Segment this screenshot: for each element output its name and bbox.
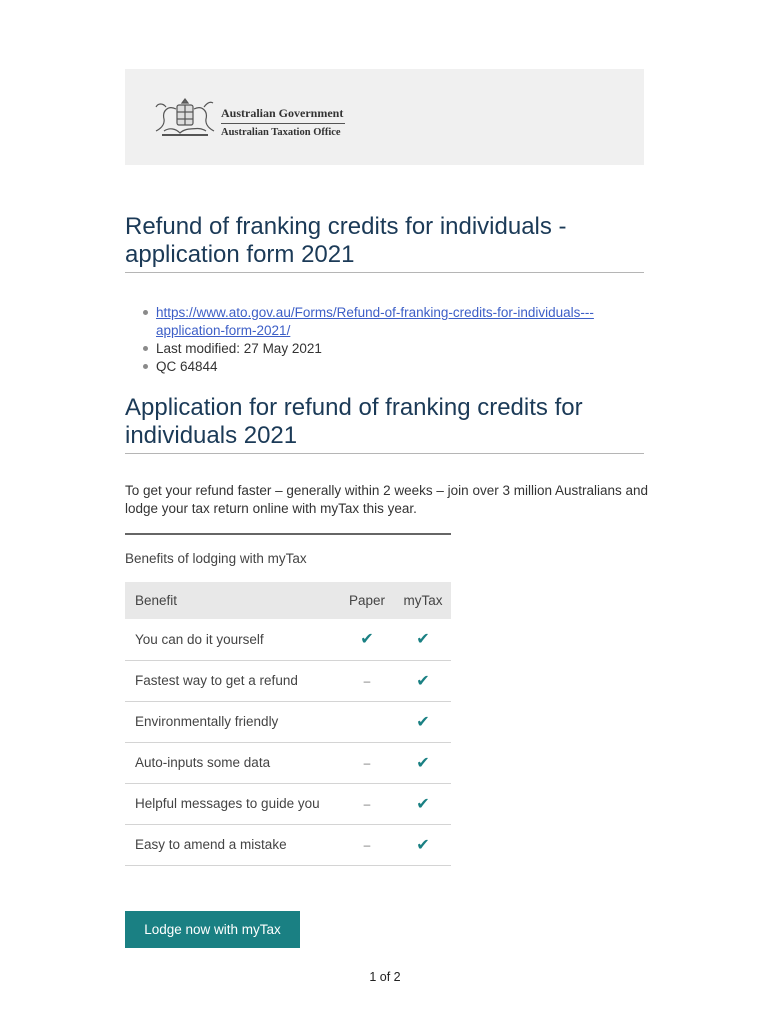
page-title: Refund of franking credits for individuals - application form 2021 bbox=[125, 213, 644, 273]
section-heading: Application for refund of franking credits for individuals 2021 bbox=[125, 394, 644, 454]
table-row bbox=[125, 783, 451, 824]
mytax-check-icon: ✔ bbox=[416, 754, 430, 772]
header-benefit: Benefit bbox=[135, 593, 178, 608]
benefit-cell: Auto-inputs some data bbox=[135, 755, 271, 770]
table-row bbox=[125, 824, 451, 865]
header-mytax: myTax bbox=[403, 593, 443, 608]
benefit-cell: You can do it yourself bbox=[135, 631, 264, 647]
agency-name bbox=[221, 106, 345, 139]
paper-dash: – bbox=[363, 838, 371, 852]
intro-paragraph: To get your refund faster – generally within 2 weeks – join over 3 million Australians and lodge your tax return online with myTax this year. bbox=[125, 483, 649, 516]
list-item bbox=[143, 304, 643, 340]
mytax-check-icon: ✔ bbox=[416, 836, 430, 854]
government-label: Australian Government bbox=[221, 106, 344, 120]
table-caption: Benefits of lodging with myTax bbox=[125, 551, 307, 566]
government-banner bbox=[125, 69, 644, 165]
paper-dash: – bbox=[363, 797, 371, 811]
table-row bbox=[125, 660, 451, 701]
mytax-check-icon: ✔ bbox=[416, 795, 430, 813]
benefit-cell: Environmentally friendly bbox=[135, 714, 279, 729]
coat-of-arms-icon bbox=[152, 95, 218, 141]
lodge-now-button[interactable]: Lodge now with myTax bbox=[125, 911, 300, 948]
table-row bbox=[125, 742, 451, 783]
mytax-check-icon: ✔ bbox=[416, 631, 430, 649]
benefit-cell: Fastest way to get a refund bbox=[135, 673, 298, 688]
qc-number: QC 64844 bbox=[143, 358, 643, 376]
benefits-table-container bbox=[125, 533, 451, 866]
header-paper: Paper bbox=[348, 593, 386, 608]
form-url-link[interactable]: https://www.ato.gov.au/Forms/Refund-of-franking-credits-for-individuals---application-form-2021/ bbox=[156, 305, 594, 338]
mytax-check-icon: ✔ bbox=[416, 713, 430, 731]
table-header-row bbox=[125, 582, 451, 619]
header-divider bbox=[221, 123, 345, 124]
page-indicator: 1 of 2 bbox=[369, 970, 401, 984]
table-row bbox=[125, 701, 451, 742]
table-row bbox=[125, 619, 451, 660]
paper-dash: – bbox=[363, 756, 371, 770]
benefits-table bbox=[125, 582, 451, 866]
benefit-cell: Easy to amend a mistake bbox=[135, 837, 287, 852]
benefit-cell: Helpful messages to guide you bbox=[135, 796, 320, 811]
mytax-check-icon: ✔ bbox=[416, 672, 430, 690]
paper-dash: – bbox=[363, 674, 371, 688]
paper-check-icon: ✔ bbox=[360, 631, 374, 649]
page-meta-list bbox=[143, 304, 643, 376]
agency-label: Australian Taxation Office bbox=[221, 127, 341, 138]
last-modified: Last modified: 27 May 2021 bbox=[143, 340, 643, 358]
